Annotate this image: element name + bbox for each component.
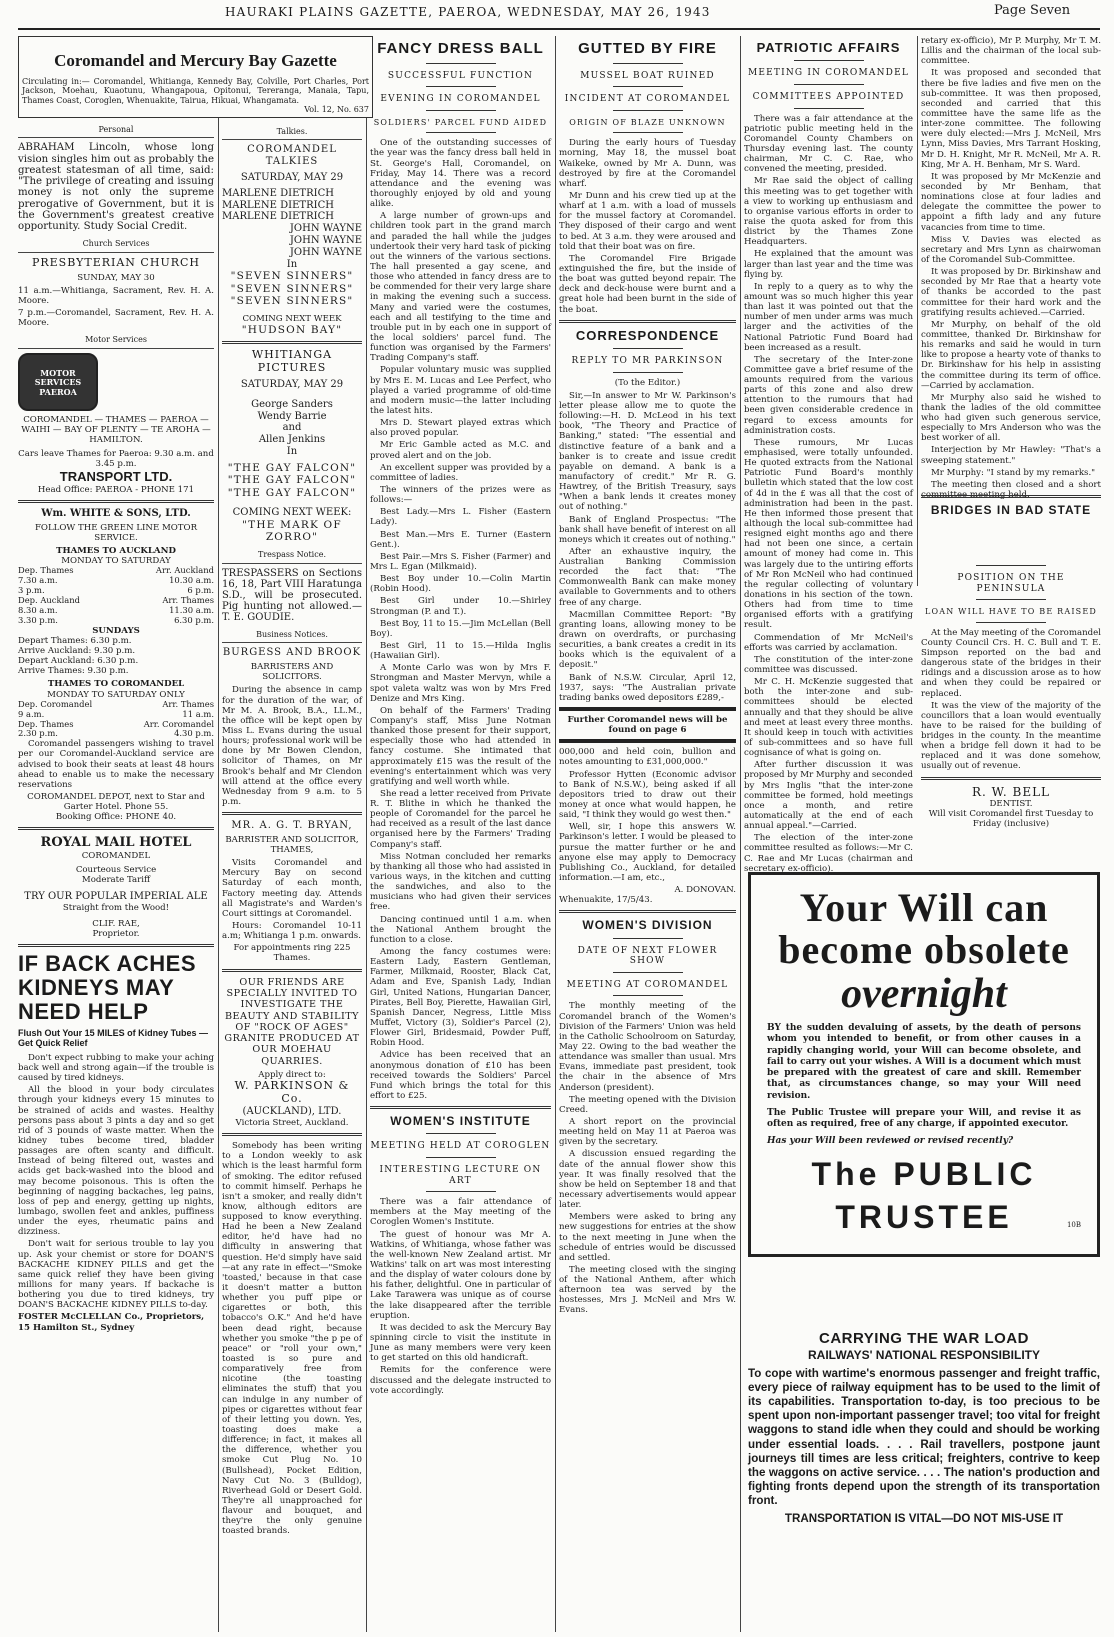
article-paragraph: A discussion ensued regarding the date of the annual flower show this year. It was finally resolved that the show be held on September 18 and that necessary advertisements would appear later. <box>559 1149 736 1211</box>
timetable-header: Dep. Auckland Arr. Thames <box>18 594 214 605</box>
timetable-row: 2.30 p.m. 4.30 p.m. <box>18 728 214 739</box>
will-body-2: The Public Trustee will prepare your Will, and revise it as often as required, free of any charge, if appointed executor. <box>767 1107 1081 1130</box>
courteous: Courteous Service <box>75 864 157 875</box>
article-paragraph: The constitution of the inter-zone committee was discussed. <box>744 654 913 675</box>
letter-paragraph: Bank of N.S.W. Circular, April 12, 1937, says: "The Australian private trading banks owed depositors £289,- <box>559 672 736 703</box>
timetable-row: 8.30 a.m. 11.30 a.m. <box>18 604 214 615</box>
will-body: BY the sudden devaluing of assets, by the death of persons whom you intended to benefit, or from other causes in a rapidly changing world, your Will can become obsolete, and fail to carry out your wishes. A Will is a document which must be prepared with the greatest of care and skill. Remember that, as circumstances change, so may your Will need revision. <box>767 1023 1081 1101</box>
mon-sat-only: MONDAY TO SATURDAY ONLY <box>47 689 185 700</box>
film-title: "SEVEN SINNERS" <box>230 295 354 308</box>
article-paragraph: Mrs D. Stewart played extras which also proved popular. <box>370 418 551 439</box>
article-paragraph: Among the fancy costumes were: Eastern Lady, Eastern Gentleman, Farmer, Milkmaid, Rooster, Black Cat, Adam and Eve, Spanish Lady, Indian Girl, United Nations, Hungarian Dancer, Pirates, Bell Boy, Pierette, Hawaiian Girl, Spanish Dancer, Negress, Little Miss Muffet, Victory (3), Soldier's Parcel (2), Flower Girl, Bridesmaid, Powder Puff, Robin Hood. <box>370 947 551 1049</box>
article-paragraph: The meeting closed with the singing of the National Anthem, after which afternoon tea was served by the hostesses, Mrs J. McNeil and Mrs W. Evans. <box>559 1264 736 1316</box>
article-paragraph: The guest of honour was Mr A. Watkins, of Whitianga, whose father was the well-known New Zealand artist. Mr Watkins' talk on art was most interesting and the display of water colours done by his father, delightful. One in particular of Lake Tarawera was unique as of course the lake disappeared after the terrible eruption. <box>370 1229 551 1321</box>
church-service-2: 7 p.m.—Coromandel, Sacrament, Rev. H. A. Moore. <box>18 308 214 329</box>
subhead: REPLY TO MR PARKINSON <box>571 356 724 367</box>
to-the-editor: (To the Editor.) <box>614 377 681 388</box>
article-paragraph: The monthly meeting of the Coromandel branch of the Women's Division of the Farmers' Union was held in the Catholic Schoolroom on Saturday, May 22. Owing to the bad weather the attendance was smaller than usual. Mrs Evans, immediate past president, took the chair in the absence of Mrs Anderson (president). <box>559 1001 736 1093</box>
article-paragraph: There was a fair attendance of members at the May meeting of the Coroglen Women's Institute. <box>370 1197 551 1228</box>
timetable-row: 7.30 a.m. 10.30 a.m. <box>18 575 214 586</box>
clif-rae: CLIF. RAE, <box>92 919 140 930</box>
bryan-title: BARRISTER AND SOLICITOR, THAMES, <box>225 834 359 856</box>
article-paragraph: Best Man.—Mrs E. Turner (Eastern Gent.). <box>370 529 551 550</box>
dentist: DENTIST. <box>989 798 1033 809</box>
coming-next-week: COMING NEXT WEEK: <box>232 506 352 518</box>
article-paragraph: During the early hours of Tuesday morning, May 18, the mussel boat Waikeke, owned by Mr A. Dunn, was destroyed by fire at the Coromandel wharf. <box>559 138 736 189</box>
bell-visit: Will visit Coromandel first Tuesday to Friday (inclusive) <box>928 808 1094 830</box>
sunday-time: Arrive Thames: 9.30 p.m. <box>18 666 129 677</box>
public-trustee-logo-1: The PUBLIC <box>811 1155 1037 1192</box>
public-trustee-logo-2: TRUSTEE <box>835 1199 1013 1236</box>
article-paragraph: The Coromandel Fire Brigade extinguished the fire, but the inside of the boat was gutted beyond repair. The deck and deck-house were burnt and a great hole had been burnt in the side of the boat. <box>559 253 736 315</box>
subhead: POSITION ON THE PENINSULA <box>957 573 1065 594</box>
article-paragraph: It was proposed by Dr. Birkinshaw and seconded by Mr Rae that a hearty vote of thanks be accorded to the past committee for their hard work and the gratifying results achieved.—Carried. <box>921 267 1101 318</box>
will-headline-2: become obsolete <box>778 927 1070 972</box>
article-paragraph: She read a letter received from Private R. T. Blithe in which he thanked the people of Coromandel for the parcel he had received as a result of the last dance organised here by the Farmers' Trading Company's staff. <box>370 788 551 850</box>
letter-paragraph: Macmillan Committee Report: "By granting loans, allowing money to be drawn on overdrafts, or purchasing securities, a bank creates a credit in its books which is the equivalent of a deposit." <box>559 609 736 671</box>
article-paragraph: The meeting opened with the Division Creed. <box>559 1094 736 1115</box>
subhead: COMMITTEES APPOINTED <box>752 91 905 102</box>
film-title: "THE GAY FALCON" <box>227 474 357 487</box>
column-3 <box>370 36 551 1632</box>
article-paragraph: It was the view of the majority of the councillors that a loan would eventually have to be raised for the building of bridges in the county. In the meantime when a bridge fell down it had to be replaced and it was done somehow, usually out of revenue. <box>921 700 1101 772</box>
route-list: COROMANDEL — THAMES — PAEROA — WAIHI — BAY OF PLENTY — TE AROHA — HAMILTON. <box>21 414 211 446</box>
green-line: FOLLOW THE GREEN LINE MOTOR SERVICE. <box>34 522 198 543</box>
section-church: Church Services <box>18 236 214 252</box>
article-paragraph: He explained that the amount was larger than last year and the time was flying by. <box>744 249 913 280</box>
bell-name: R. W. BELL <box>971 784 1051 799</box>
gutted-by-fire-headline: GUTTED BY FIRE <box>578 40 717 57</box>
rock-of-ages: OUR FRIENDS ARE SPECIALLY INVITED TO INVESTIGATE THE BEAUTY AND STABILITY OF "ROCK OF AGES" GRANITE PRODUCED AT OUR MOEHAU QUARRIES. <box>224 976 360 1067</box>
article-paragraph: Remits for the conference were discussed and the delegate instructed to vote accordingly. <box>370 1365 551 1396</box>
toasted-text: Somebody has been writing to a London weekly to ask which is the least harmful form of smoking. The editor refused to commit himself. Perhaps he isn't a smoker, and really didn't know, although editors are supposed to know everything. Had he been a New Zealand editor, he'd have had no difficulty in answering that question. He'd simply have said—at any rate in effect—"Smoke 'toasted,' because in that case it doesn't matter a button whether you puff pipe or cigarettes or both, this tobacco's O.K." And he'd have been dead right, because whether you smoke "the p pe of peace" or "roll your own," toasted is so pure and comparatively free from nicotine (the toasting eliminates the stuff) that you can indulge in any number of pipes or cigarettes without fear of their letting you down. Yes, toasting does make a difference; in fact, it makes all the difference, whether you smoke Cut Plug No. 10 (Bullshead), Pocket Edition, Navy Cut No. 3 (Bulldog), Riverhead Gold or Desert Gold. They're all unapproached for flavour and bouquet, and they're the only genuine toasted brands. <box>222 1141 362 1537</box>
gazette-banner <box>18 36 373 118</box>
star-name: George Sanders <box>251 398 333 410</box>
public-trustee-ad <box>748 864 1100 1257</box>
fancy-dress-headline: FANCY DRESS BALL <box>377 40 544 57</box>
article-paragraph: The winners of the prizes were as follows:— <box>370 484 551 506</box>
rm-coromandel: COROMANDEL <box>81 850 151 861</box>
article-paragraph: Mr Dunn and his crew tied up at the wharf at 1 a.m. with a load of mussels for the mussel factory at Coromandel. They disposed of their cargo and went to bed. At 3 a.m. they were aroused and told that their boat was on fire. <box>559 191 736 252</box>
column-divider <box>917 36 918 586</box>
and-label: and <box>282 422 302 434</box>
further-news: Further Coromandel news will be found on page 6 <box>567 715 728 736</box>
proprietor: Proprietor. <box>92 929 140 940</box>
sunday-time: Depart Thames: 6.30 p.m. <box>18 635 132 646</box>
bridges-headline: BRIDGES IN BAD STATE <box>930 503 1092 517</box>
article-paragraph: Dancing continued until 1 a.m. when the National Anthem brought the function to a close. <box>370 914 551 945</box>
article-paragraph: It was proposed by Mr McKenzie and seconded by Mr Benham, that nominations close at four ladies and delegate the committee the power to appoint a fifth lady and any future vacancies from time to time. <box>921 171 1101 233</box>
article-paragraph: Mr C. H. McKenzie suggested that both the inter-zone and sub-committees should be elected annually and that they should be alive and meet at least every three months. It should keep in touch with activities of sub-committees and so have full cognisance of what is going on. <box>744 677 913 759</box>
kidney-text-2: All the blood in your body circulates through your kidneys every 15 minutes to be strained of acids and wastes. Healthy persons pass about 3 pints a day and so get rid of 3 pounds of waste matter. When the kidney tubes become tired, bladder passages are often scanty and difficult. Instead of being filtered out, wastes and acids get back-washed into the blood and may become poisonous. This is often the beginning of nagging backaches, leg pains, loss of pep and energy, getting up nights, lumbago, swollen feet and ankles, puffiness under the eyes, rheumatic pains and dizziness. <box>18 1085 214 1238</box>
article-paragraph: On behalf of the Farmers' Trading Company's staff, Miss June Notman thanked those present for their support, especially those who had attended in fancy costume. She intimated that approximately £15 was the result of the evening's entertainment which was very gratifying and well worth while. <box>370 705 551 787</box>
section-motor: Motor Services <box>18 332 214 348</box>
patriotic-affairs-headline: PATRIOTIC AFFAIRS <box>756 40 901 55</box>
ad-code: 10B <box>1066 1220 1081 1229</box>
column-divider <box>555 36 556 1632</box>
church-date: SUNDAY, MAY 30 <box>77 272 155 283</box>
divider <box>370 1106 551 1109</box>
will-headline-1: Your Will can <box>799 885 1049 930</box>
gazette-title: Coromandel and Mercury Bay Gazette <box>54 51 337 70</box>
correspondence-headline: CORRESPONDENCE <box>575 327 720 343</box>
article-paragraph: Commendation of Mr McNeil's efforts was carried by acclamation. <box>744 632 913 653</box>
rail-tagline: TRANSPORTATION IS VITAL—DO NOT MIS-USE IT <box>784 1512 1064 1526</box>
passenger-notice: Coromandel passengers wishing to travel per our Coromandel-Auckland service are advised to book their seats at least 48 hours ahead to enable us to make the necessary reservations <box>18 739 214 790</box>
divider <box>18 944 214 947</box>
divider <box>222 1133 362 1136</box>
sunday-time: Depart Auckland: 6.30 p.m. <box>18 656 139 667</box>
subhead: LOAN WILL HAVE TO BE RAISED <box>924 607 1098 617</box>
section-trespass: Trespass Notice. <box>222 547 362 563</box>
article-paragraph: In reply to a query as to why the amount was so much higher this year than last it was pointed out that the number of men under arms was much larger and the activities of the National Patriotic Fund Board had been increased as a result. <box>744 281 913 353</box>
coromandel-talkies: COROMANDEL TALKIES <box>247 144 337 168</box>
divider <box>921 777 1101 780</box>
timetable-header: Dep. Coromandel Arr. Thames <box>18 698 214 709</box>
sundays: SUNDAYS <box>92 625 140 636</box>
victoria-street: Victoria Street, Auckland. <box>235 1117 349 1128</box>
article-paragraph: Mr Eric Gamble acted as M.C. and proved alert and on the job. <box>370 440 551 461</box>
article-paragraph: A short report on the provincial meeting held on May 11 at Paeroa was given by the secretary. <box>559 1116 736 1148</box>
volume-number: Vol. 12, No. 637 <box>304 105 369 115</box>
try-ale: TRY OUR POPULAR IMPERIAL ALE <box>24 891 208 903</box>
article-paragraph: Mr Murphy, on behalf of the old committee, thanked Dr. Birkinshaw for his remarks and said he would in turn like to propose a hearty vote of thanks to Dr. Birkinshaw for his help in assisting the committee during its term of office.—Carried by acclamation. <box>921 319 1101 391</box>
tariff: Moderate Tariff <box>81 875 151 886</box>
letter-paragraph: 000,000 and held coin, bullion and notes amounting to £31,000,000." <box>559 747 736 768</box>
bryan-appointments: For appointments ring 225 Thames. <box>233 943 351 964</box>
apply-direct: Apply direct to: <box>258 1070 326 1081</box>
letter-place: Whenuakite, 17/5/43. <box>559 895 653 906</box>
article-paragraph: After further discussion it was proposed by Mr Murphy and seconded by Mrs Inglis "that the inter-zone committee be formed, hold meetings once a month, and retire automatically at the end of each annual appeal."—Carried. <box>744 760 913 832</box>
coming-next-week: COMING NEXT WEEK <box>242 313 342 324</box>
article-paragraph: Best Boy, 11 to 15.—Jim McLellan (Bell Boy). <box>370 618 551 639</box>
film-title: "SEVEN SINNERS" <box>230 270 354 283</box>
whitianga-pictures: WHITIANGA PICTURES <box>251 348 333 375</box>
star-name: Allen Jenkins <box>258 434 326 446</box>
article-paragraph: The secretary of the Inter-zone Committee gave a brief resume of the amounts required from the various parts of this zone and also drew attention to the rumours that had been given considerable credence in regard to excess amounts for administration costs. <box>744 354 913 436</box>
column-4 <box>559 36 736 1632</box>
column-divider <box>366 36 367 1632</box>
divider <box>18 500 214 503</box>
section-personal: Personal <box>18 122 214 138</box>
timetable-row: 3.30 p.m. 6.30 p.m. <box>18 614 214 625</box>
royal-mail-hotel: ROYAL MAIL HOTEL <box>40 835 192 851</box>
letter-signature: A. DONOVAN. <box>674 885 736 896</box>
show-date: SATURDAY, MAY 29 <box>240 172 344 184</box>
star-name: MARLENE DIETRICH <box>222 211 334 223</box>
letter-paragraph: Well, sir, I hope this answers W. Parkinson's letter. I would be pleased to pursue the matter further or he and anyone else may apply to Democracy Publishing Co., Auckland, for detailed information.—I am, etc., <box>559 822 736 883</box>
article-paragraph: Popular voluntary music was supplied by Mrs E. M. Lucas and Lee Perfect, who played a varied programme of old-time and modern music—the latter including the latest hits. <box>370 365 551 416</box>
divider <box>222 341 362 344</box>
star-name: Wendy Barrie <box>257 410 327 422</box>
masthead-rule <box>18 28 1100 30</box>
article-paragraph: Mr Murphy also said he wished to thank the ladies of the old committee who had given such generous service, especially to Mrs Anderson who was the best worker of all. <box>921 392 1101 444</box>
subhead: INCIDENT AT COROMANDEL <box>564 94 731 105</box>
timetable-row: 3 p.m. 6 p.m. <box>18 585 214 596</box>
in-label: In <box>286 258 298 270</box>
sunday-time: Arrive Auckland: 9.30 p.m. <box>18 645 136 656</box>
will-headline-3: overnight <box>841 971 1007 1017</box>
section-talkies: Talkies. <box>222 124 362 140</box>
parkinson-co: W. PARKINSON & Co. <box>234 1079 350 1106</box>
article-paragraph: Advice has been received that an anonymous donation of £10 has been received towards the Soldiers' Parcel Fund which brings the total for this effort to £25. <box>370 1050 551 1101</box>
show-date: SATURDAY, MAY 29 <box>240 378 344 390</box>
rail-title: CARRYING THE WAR LOAD <box>819 1330 1029 1347</box>
depot: COROMANDEL DEPOT, next to Star and Garter Hotel. Phone 55. <box>27 792 205 813</box>
star-name: JOHN WAYNE <box>289 223 362 235</box>
divider <box>921 495 1101 498</box>
burgess-text: During the absence in camp for the duration of the war, of Mr M. A. Brook, B.A., LL.M., the office will be kept open by Miss L. Evans during the usual hours; professional work will be done by Mr Bowen Clendon, solicitor of Thames, on Mr Brook's behalf and Mr Clendon will attend at the office every Wednesday from 9 a.m. to 5 p.m. <box>222 685 362 807</box>
star-name: MARLENE DIETRICH <box>222 187 334 199</box>
womens-division-headline: WOMEN'S DIVISION <box>582 918 713 933</box>
column-divider <box>740 36 741 1632</box>
divider <box>559 910 736 913</box>
subhead: DATE OF NEXT FLOWER SHOW <box>577 945 718 967</box>
further-news-box <box>559 707 736 743</box>
trespass-notice: TRESPASSERS on Sections 16, 18, Part VIII Haratunga S.D., will be prosecuted. Pig hunting not allowed.—T. E. GOUDIE. <box>222 567 362 623</box>
subhead: ORIGIN OF BLAZE UNKNOWN <box>569 117 726 127</box>
transport-ltd: TRANSPORT LTD. <box>59 469 173 485</box>
divider <box>18 827 214 830</box>
article-paragraph: Mr Rae said the object of calling this meeting was to get together with a view to working up enthusiasm and to organise various efforts in order to raise the quota asked for from this district by the Thames Zone Headquarters. <box>744 176 913 248</box>
back-aches-headline: IF BACK ACHES KIDNEYS MAY NEED HELP <box>18 951 197 1024</box>
next-film: "HUDSON BAY" <box>241 323 343 336</box>
burgess-brook: BURGESS AND BROOK <box>222 647 362 659</box>
straight-wood: Straight from the Wood! <box>62 902 170 913</box>
in-label: In <box>286 445 298 457</box>
letter-paragraph: Professor Hytten (Economic advisor to Bank of N.S.W.), being asked if all depositors tried to draw out their money at once what would happen, he said, "I think they would go west then." <box>559 769 736 821</box>
divider <box>222 812 362 815</box>
thames-auckland: THAMES TO AUCKLAND <box>56 545 176 556</box>
railways-ad <box>748 1330 1100 1526</box>
timetable-row: 9 a.m. 11 a.m. <box>18 708 214 719</box>
motor-services-logo: MOTOR SERVICES PAEROA <box>18 353 98 411</box>
subhead: MUSSEL BOAT RUINED <box>580 70 715 81</box>
divider <box>222 969 362 972</box>
column-divider <box>218 36 219 1632</box>
subhead: MEETING AT COROMANDEL <box>566 979 729 990</box>
subhead: SUCCESSFUL FUNCTION <box>387 70 534 81</box>
parkinson-auckland: (AUCKLAND), LTD. <box>242 1106 342 1118</box>
head-office: Head Office: PAEROA - PHONE 171 <box>37 484 195 495</box>
article-paragraph: Best Girl under 10.—Shirley Strongman (P. and T.). <box>370 596 551 617</box>
flush-subhead: Flush Out Your 15 MILES of Kidney Tubes — Get Quick Relief <box>18 1027 209 1049</box>
column-6 <box>921 36 1101 526</box>
article-paragraph: The election of the inter-zone committee resulted as follows:—Mr C. C. Rae and Mr Lucas (chairman and secretary ex-officio). <box>744 833 913 874</box>
letter-paragraph: Bank of England Prospectus: "The bank shall have benefit of interest on all moneys which it creates out of nothing." <box>559 514 736 545</box>
rail-body: To cope with wartime's enormous passenger and freight traffic, every piece of railway equipment has to be used to the limit of its capabilities. Transportation to-day, is too precious to be spent upon non-important passenger travel; too vital for freight waggons to stand idle when they could and should be working under essential loads. . . . Rail travellers, postpone jaunt journeys till times are less critical; freighters, contrive to keep the waggons on active service. . . . The nation's production and fighting fronts depend upon the strength of its transportation front. <box>748 1366 1100 1508</box>
kidney-text-1: Don't expect rubbing to make your aching back well and strong again—if the trouble is caused by tired kidneys. <box>18 1052 214 1084</box>
article-paragraph: At the May meeting of the Coromandel County Council Crs. H. C. Bull and T. E. Simpson reported on the bad and dangerous state of the bridges in their ridings and a discussion arose as to how and when they could be repaired or replaced. <box>921 627 1101 699</box>
article-paragraph: Miss Notman concluded her remarks by thanking all those who had assisted in various ways, in the kitchen and cutting the sandwiches, and also to the musicians who had given their services free. <box>370 851 551 913</box>
article-paragraph: Best Girl, 11 to 15.—Hilda Inglis (Hawaiian Girl). <box>370 640 551 662</box>
letter-paragraph: Sir,—In answer to Mr W. Parkinson's letter please allow me to quote the following:—H. D. McLeod in his text book, "The Theory and Practice of Banking," stated: "The essential and distinctive feature of a bank and a banker is to create and issue credit payable on demand. A bank is a manufactory of credit." Mr R. G. Hawtrey, of the British Treasury, says "When a bank lends it creates money out of nothing." <box>559 390 736 513</box>
film-title: "THE GAY FALCON" <box>227 461 357 474</box>
article-paragraph: It was decided to ask the Mercury Bay spinning circle to visit the institute in June as many members were very keen to get started on this old handicraft. <box>370 1322 551 1364</box>
article-paragraph: These rumours, Mr Lucas emphasised, were totally unfounded. He quoted extracts from the National Patriotic Fund Board's monthly bulletin which stated that the low cost of 4d in the £ was all that the cost of administration had been in the past. He then informed those present that although the local sub-committee had resigned eight months ago and there had not been one since, a certain amount of money had come in. This was largely due to the untiring efforts of Mr Ron McNeil who had continued the regular collecting of voluntary donations in his section of the town. Others had from time to time organised efforts with a gratifying result. <box>744 437 913 631</box>
bryan-hours: Hours: Coromandel 10-11 a.m; Whitianga 1 p.m. onwards. <box>222 921 362 942</box>
booking-office: Booking Office: PHONE 40. <box>55 812 177 823</box>
divider <box>559 320 736 323</box>
article-paragraph: Mr Murphy: "I stand by my remarks." <box>931 467 1096 478</box>
page-number: Page Seven <box>994 3 1071 18</box>
mon-sat: MONDAY TO SATURDAY <box>61 556 171 567</box>
article-paragraph: Best Lady.—Mrs L. Fisher (Eastern Lady). <box>370 507 551 528</box>
article-paragraph: Interjection by Mr Hawley: "That's a sweeping statement." <box>921 445 1101 466</box>
next-film: "THE MARK OF ZORRO" <box>242 518 342 544</box>
subhead: SOLDIERS' PARCEL FUND AIDED <box>373 117 548 127</box>
lincoln-quote: ABRAHAM Lincoln, whose long vision singles him out as probably the greatest statesman of all time, said: "The privilege of creating and issuing money is not only the supreme prerogative of Government, but it is the Government's greatest creative opportunity. Study Social Credit. <box>18 142 214 232</box>
article-paragraph: Members were asked to bring any new suggestions for entries at the show to the next meeting in June when the schedule of entries would be discussed and settled. <box>559 1212 736 1263</box>
subhead: MEETING IN COROMANDEL <box>747 68 910 79</box>
timetable-header: Dep. Thames Arr. Coromandel <box>18 718 214 729</box>
foster-mcclellan: FOSTER McCLELLAN Co., Proprietors, 15 Hamilton St., Sydney <box>18 1312 205 1333</box>
letter-paragraph: After an exhaustive inquiry, the Australian Banking Commission recorded the fact that: "The Commonwealth Bank can make money available to Governments and to others free of any charge. <box>559 546 736 608</box>
film-title: "THE GAY FALCON" <box>227 486 357 499</box>
rail-subtitle: RAILWAYS' NATIONAL RESPONSIBILITY <box>808 1347 1040 1362</box>
timetable-header: Dep. Thames Arr. Auckland <box>18 565 214 576</box>
subhead: MEETING HELD AT COROGLEN <box>370 1141 551 1152</box>
subhead: EVENING IN COROMANDEL <box>380 94 541 105</box>
article-paragraph: Best Pair.—Mrs S. Fisher (Farmer) and Mrs L. Egan (Milkmaid). <box>370 551 551 572</box>
section-business: Business Notices. <box>222 627 362 643</box>
white-sons: Wm. WHITE & SONS, LTD. <box>41 507 191 519</box>
article-paragraph: The meeting then closed and a short committee meeting held. <box>921 479 1101 501</box>
bryan-name: MR. A. G. T. BRYAN, <box>231 820 353 832</box>
kidney-text-3: Don't wait for serious trouble to lay you up. Ask your chemist or store for DOAN'S BACKACHE KIDNEY PILLS and get the same quick relief they have been giving millions for many years. If backache is bothering you due to tired kidneys, try DOAN'S BACKACHE KIDNEY PILLS to-day. <box>18 1239 214 1311</box>
star-name: MARLENE DIETRICH <box>222 199 334 211</box>
womens-institute-headline: WOMEN'S INSTITUTE <box>390 1114 531 1129</box>
article-paragraph: Best Boy under 10.—Colin Martin (Robin Hood). <box>370 574 551 595</box>
cars-leave: Cars leave Thames for Paeroa: 9.30 a.m. and 3.45 p.m. <box>18 449 214 470</box>
article-paragraph: Miss V. Davies was elected as secretary and Mrs Lynn as chairwoman of the Coromandel Sub-Committee. <box>921 234 1101 265</box>
star-name: JOHN WAYNE <box>289 235 362 247</box>
article-paragraph: A large number of grown-ups and children took part in the grand march and paraded the hall while the judges undertook their very hard task of picking out the winners of the various sections. The hall presented a gay scene, and those who attended in fancy dress are to be commended for their very large share in making the evening such a success. Many and varied were the costumes, each and all testifying to the time and trouble put in by each one in support of the local soldiers' parcel fund. The function was organised by the Farmers' Trading Company's staff. <box>370 211 551 364</box>
article-paragraph: One of the outstanding successes of the year was the fancy dress ball held in St. George's Hall, Coromandel, on Friday, May 14. There was a record attendance and the evening was thoroughly enjoyed by old and young alike. <box>370 138 551 210</box>
film-title: "SEVEN SINNERS" <box>230 282 354 295</box>
column-5 <box>744 36 913 874</box>
will-question: Has your Will been reviewed or revised recently? <box>767 1136 1014 1147</box>
bryan-text: Visits Coromandel and Mercury Bay on second Saturday of each month, Factory meeting day. Attends all Magistrate's and Warden's Court sittings at Coromandel. <box>222 858 362 919</box>
article-paragraph: retary ex-officio), Mr P. Murphy, Mr T. M. Lillis and the chairman of the local sub-committee. <box>921 36 1101 67</box>
thames-coromandel: THAMES TO COROMANDEL <box>47 679 185 690</box>
circulation-list: Circulating in:— Coromandel, Whitianga, Kennedy Bay, Colville, Port Charles, Port Jackson, Moehau, Kuaotunu, Whangapoua, Opitonui, Tereranga, Manaia, Tapu, Thames Coast, Coroglen, Whenuakite, Tairua, Hikuai, Whangamata. <box>22 77 369 105</box>
article-paragraph: An excellent supper was provided by a committee of ladies. <box>370 462 551 483</box>
church-service-1: 11 a.m.—Whitianga, Sacrament, Rev. H. A. Moore. <box>18 285 214 306</box>
article-paragraph: It was proposed and seconded that there be five ladies and five men on the sub-committee. It was then proposed, seconded and carried that this committee have the same life as the inter-zone committee. The following were duly elected:—Mrs J. McNeil, Mrs Lynn, Miss Davies, Mrs Tarrant Hosking, Mr D. H. Knight, Mr R. McNeil, Mr A. R. King, Mr A. H. Benham, Mr S. Ward. <box>921 68 1101 170</box>
presbyterian-heading: PRESBYTERIAN CHURCH <box>31 255 201 269</box>
article-paragraph: A Monte Carlo was won by Mrs F. Strongman and Master Mervyn, while a spot valeta waltz was won by Mrs Fred Denize and Mrs King. <box>370 663 551 704</box>
barristers: BARRISTERS AND SOLICITORS. <box>250 662 334 683</box>
star-name: JOHN WAYNE <box>289 246 362 258</box>
column-2 <box>222 124 362 1632</box>
subhead: INTERESTING LECTURE ON ART <box>379 1164 542 1186</box>
article-paragraph: There was a fair attendance at the patriotic public meeting held in the Coromandel County Chambers on Thursday evening last. The county chairman, Mr C. C. Rae, who convened the meeting, presided. <box>744 113 913 175</box>
masthead: HAURAKI PLAINS GAZETTE, PAEROA, WEDNESDAY, MAY 26, 1943 <box>225 5 711 19</box>
